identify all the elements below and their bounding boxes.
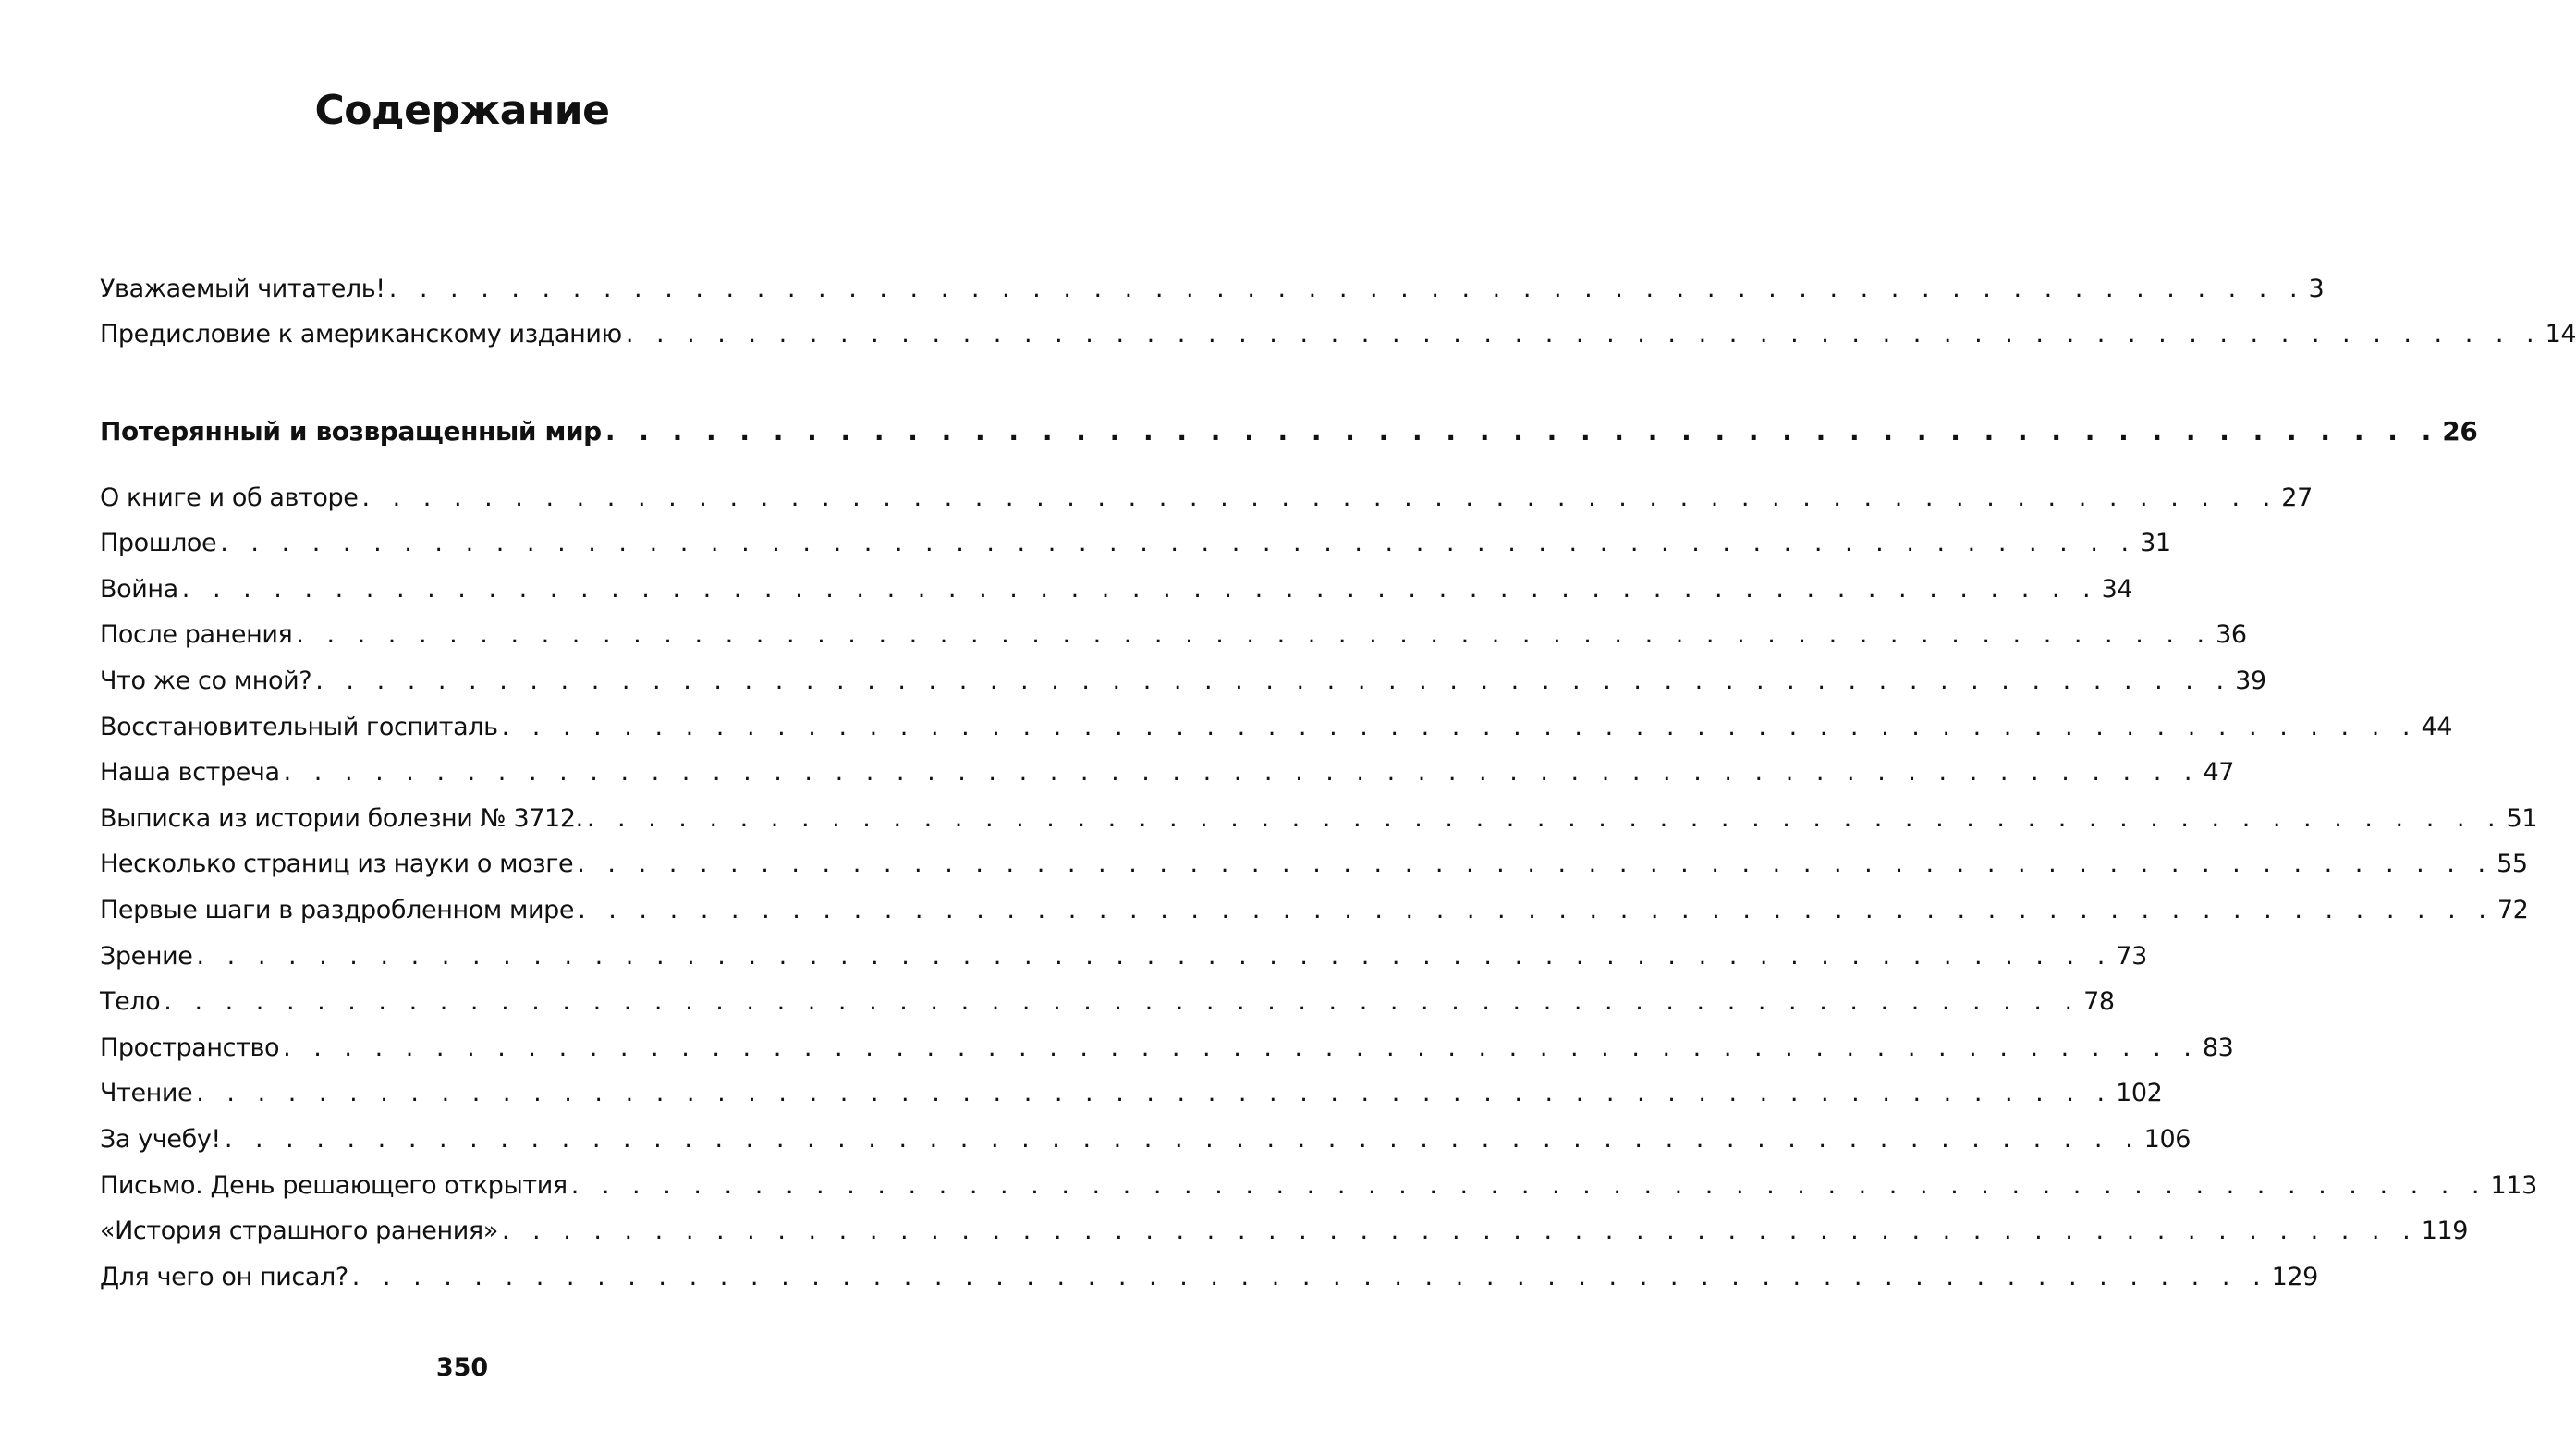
toc-entry[interactable] bbox=[100, 305, 2576, 351]
part-heading-title: Потерянный и возвращенный мир bbox=[100, 416, 605, 447]
dot-leader: . . . . . . . . . . . . . . . . . . . . . . . . . . . . . . . . . . . . . . . . . . . . . . . . . . . . . . . . . . . . . . . bbox=[361, 483, 2278, 512]
toc-entry-title: Несколько страниц из науки о мозге bbox=[100, 849, 577, 880]
toc-entry-page: 14 bbox=[2542, 319, 2576, 350]
toc-entry-page: 51 bbox=[2503, 803, 2538, 835]
toc-entry-page: 83 bbox=[2199, 1033, 2234, 1064]
toc-entry[interactable] bbox=[100, 1109, 2191, 1155]
toc-entry-title: Зрение bbox=[100, 941, 196, 972]
dot-leader: . . . . . . . . . . . . . . . . . . . . . . . . . . . . . . . . . . . . . . . . . . . . . . . . . . . . . . . . . . . . . . . bbox=[315, 666, 2232, 695]
toc-entry-title: Уважаемый читатель! bbox=[100, 274, 389, 305]
toc-entry-title: После ранения bbox=[100, 619, 296, 651]
toc-entry[interactable] bbox=[100, 880, 2529, 926]
toc-entry-title: Для чего он писал? bbox=[100, 1262, 352, 1293]
toc-entry-title: Война bbox=[100, 574, 182, 605]
toc-entry[interactable] bbox=[100, 605, 2247, 652]
dot-leader: . . . . . . . . . . . . . . . . . . . . . . . . . . . . . . . . . . . . . . . . . . . . . . . . . . . . . . . . . . . . . . . bbox=[570, 1170, 2487, 1200]
toc-entry-title: О книге и об авторе bbox=[100, 483, 361, 514]
toc-entry-page: 3 bbox=[2305, 274, 2325, 305]
toc-entry-title: Первые шаги в раздробленном мире bbox=[100, 895, 578, 926]
toc-entry-title: Наша встреча bbox=[100, 757, 284, 789]
toc-entry-title: Предисловие к американскому изданию bbox=[100, 319, 626, 350]
toc-entry-page: 31 bbox=[2136, 528, 2171, 559]
toc-entry[interactable] bbox=[100, 926, 2147, 972]
toc-entry[interactable] bbox=[100, 1155, 2537, 1202]
dot-leader: . . . . . . . . . . . . . . . . . . . . . . . . . . . . . . . . . . . . . . . . . . . . . . . . . . . . . . . . . . . . . . . bbox=[351, 1262, 2268, 1291]
chapter-list bbox=[100, 468, 2538, 1293]
dot-leader: . . . . . . . . . . . . . . . . . . . . . . . . . . . . . . . . . . . . . . . . . . . . . . . . . . . . . . . . . . . . . . . bbox=[164, 987, 2081, 1017]
dot-leader: . . . . . . . . . . . . . . . . . . . . . . . . . . . . . . . . . . . . . . . . . . . . . . . . . . . . . . . . . . . . . . . bbox=[578, 895, 2494, 924]
toc-entry-title: Что же со мной? bbox=[100, 666, 315, 697]
toc-entry[interactable] bbox=[100, 1018, 2234, 1064]
toc-entry-page: 72 bbox=[2494, 895, 2529, 926]
toc-entry-page: 106 bbox=[2141, 1124, 2191, 1155]
toc-entry-page: 102 bbox=[2112, 1078, 2162, 1109]
toc-entry-title: Чтение bbox=[100, 1078, 196, 1109]
toc-entry[interactable] bbox=[100, 1247, 2318, 1293]
toc-entry-title: Письмо. День решающего открытия bbox=[100, 1170, 571, 1202]
part-heading[interactable] bbox=[100, 401, 2478, 447]
toc-entry[interactable] bbox=[100, 1202, 2469, 1248]
dot-leader: . . . . . . . . . . . . . . . . . . . . . . . . . . . . . . . . . . . . . . . . . . . . . . . . . . . . . . . . . . . . . . . bbox=[181, 574, 2098, 604]
toc-entry-title: Пространство bbox=[100, 1033, 283, 1064]
toc-entry-page: 119 bbox=[2418, 1216, 2468, 1247]
part-heading-list bbox=[100, 401, 2478, 447]
toc-entry[interactable] bbox=[100, 972, 2115, 1019]
toc-entry-title: «История страшного ранения» bbox=[100, 1216, 502, 1247]
dot-leader: . . . . . . . . . . . . . . . . . . . . . . . . . . . . . . . . . . . . . . . . . . . . . . . . . . . . . . . . . . . . . . . bbox=[501, 712, 2418, 741]
toc-entry-page: 39 bbox=[2231, 666, 2266, 697]
toc-entry-title: Выписка из истории болезни № 3712. bbox=[100, 803, 587, 835]
page-title: Содержание bbox=[314, 87, 610, 134]
dot-leader: . . . . . . . . . . . . . . . . . . . . . . . . . . . . . . . . . . . . . . . . . . . . . . . . . . . . . . . . . . . . . . . bbox=[586, 803, 2503, 833]
part-heading-page: 26 bbox=[2438, 416, 2477, 447]
toc-entry-page: 55 bbox=[2493, 849, 2528, 880]
toc-entry-page: 129 bbox=[2268, 1262, 2318, 1293]
dot-leader: . . . . . . . . . . . . . . . . . . . . . . . . . . . . . . . . . . . . . . . . . . . . . . . . . . . . . . . . . . . . . . . bbox=[283, 1033, 2199, 1062]
toc-entry-page: 44 bbox=[2417, 712, 2452, 743]
dot-leader: . . . . . . . . . . . . . . . . . . . . . . . . . . . . . . . . . . . . . . . . . . . . . . . . . . . . . . . . . . . . . . . bbox=[224, 1124, 2141, 1154]
dot-leader: . . . . . . . . . . . . . . . . . . . . . . . . . . . . . . . . . . . . . . . . . . . . . . . . . . . . . . . . . . . . . . . bbox=[388, 274, 2305, 303]
dot-leader: . . . . . . . . . . . . . . . . . . . . . . . . . . . . . . . . . . . . . . . . . . . . . . . . . . . . . . . . . . . . . . . bbox=[625, 320, 2542, 349]
toc-entry-page: 113 bbox=[2487, 1170, 2537, 1202]
toc-entry-page: 73 bbox=[2112, 941, 2147, 972]
dot-leader: . . . . . . . . . . . . . . . . . . . . . . . . . . . . . . . . . . . . . . . . . . . . . . . . . . . . . . . . . . . . . . . bbox=[577, 850, 2494, 879]
toc-entry-title: Восстановительный госпиталь bbox=[100, 712, 502, 743]
toc-entry[interactable] bbox=[100, 651, 2266, 697]
toc-entry[interactable] bbox=[100, 559, 2133, 605]
front-matter-list bbox=[100, 259, 2576, 350]
toc-entry[interactable] bbox=[100, 789, 2538, 835]
dot-leader: . . . . . . . . . . . . . . . . . . . . . . . . . . . . . . . . . . . . . . . . . . . . . . . . . . . . . . . . . . . . . . . bbox=[220, 529, 2137, 558]
toc-entry[interactable] bbox=[100, 514, 2171, 560]
dot-leader: . . . . . . . . . . . . . . . . . . . . . . . . . . . . . . . . . . . . . . . . . . . . . . . . . . . . . . . bbox=[604, 415, 2439, 446]
toc-entry-page: 47 bbox=[2199, 757, 2234, 789]
toc-entry-page: 78 bbox=[2080, 986, 2115, 1018]
page-number: 350 bbox=[435, 1353, 489, 1382]
toc-entry-title: Прошлое bbox=[100, 528, 220, 559]
toc-entry-title: За учебу! bbox=[100, 1124, 225, 1155]
dot-leader: . . . . . . . . . . . . . . . . . . . . . . . . . . . . . . . . . . . . . . . . . . . . . . . . . . . . . . . . . . . . . . . bbox=[196, 1079, 2113, 1108]
dot-leader: . . . . . . . . . . . . . . . . . . . . . . . . . . . . . . . . . . . . . . . . . . . . . . . . . . . . . . . . . . . . . . . bbox=[296, 620, 2213, 650]
dot-leader: . . . . . . . . . . . . . . . . . . . . . . . . . . . . . . . . . . . . . . . . . . . . . . . . . . . . . . . . . . . . . . . bbox=[196, 941, 2113, 971]
toc-entry[interactable] bbox=[100, 835, 2528, 881]
toc-entry-page: 36 bbox=[2212, 619, 2247, 651]
toc-entry[interactable] bbox=[100, 259, 2325, 305]
toc-entry-page: 27 bbox=[2277, 483, 2313, 514]
dot-leader: . . . . . . . . . . . . . . . . . . . . . . . . . . . . . . . . . . . . . . . . . . . . . . . . . . . . . . . . . . . . . . . bbox=[501, 1217, 2418, 1246]
toc-entry[interactable] bbox=[100, 697, 2453, 743]
toc-entry[interactable] bbox=[100, 468, 2313, 514]
toc-entry-page: 34 bbox=[2098, 574, 2133, 605]
toc-entry-title: Тело bbox=[100, 986, 164, 1018]
toc-entry[interactable] bbox=[100, 1064, 2163, 1110]
dot-leader: . . . . . . . . . . . . . . . . . . . . . . . . . . . . . . . . . . . . . . . . . . . . . . . . . . . . . . . . . . . . . . . bbox=[283, 758, 2200, 788]
toc-entry[interactable] bbox=[100, 743, 2235, 789]
